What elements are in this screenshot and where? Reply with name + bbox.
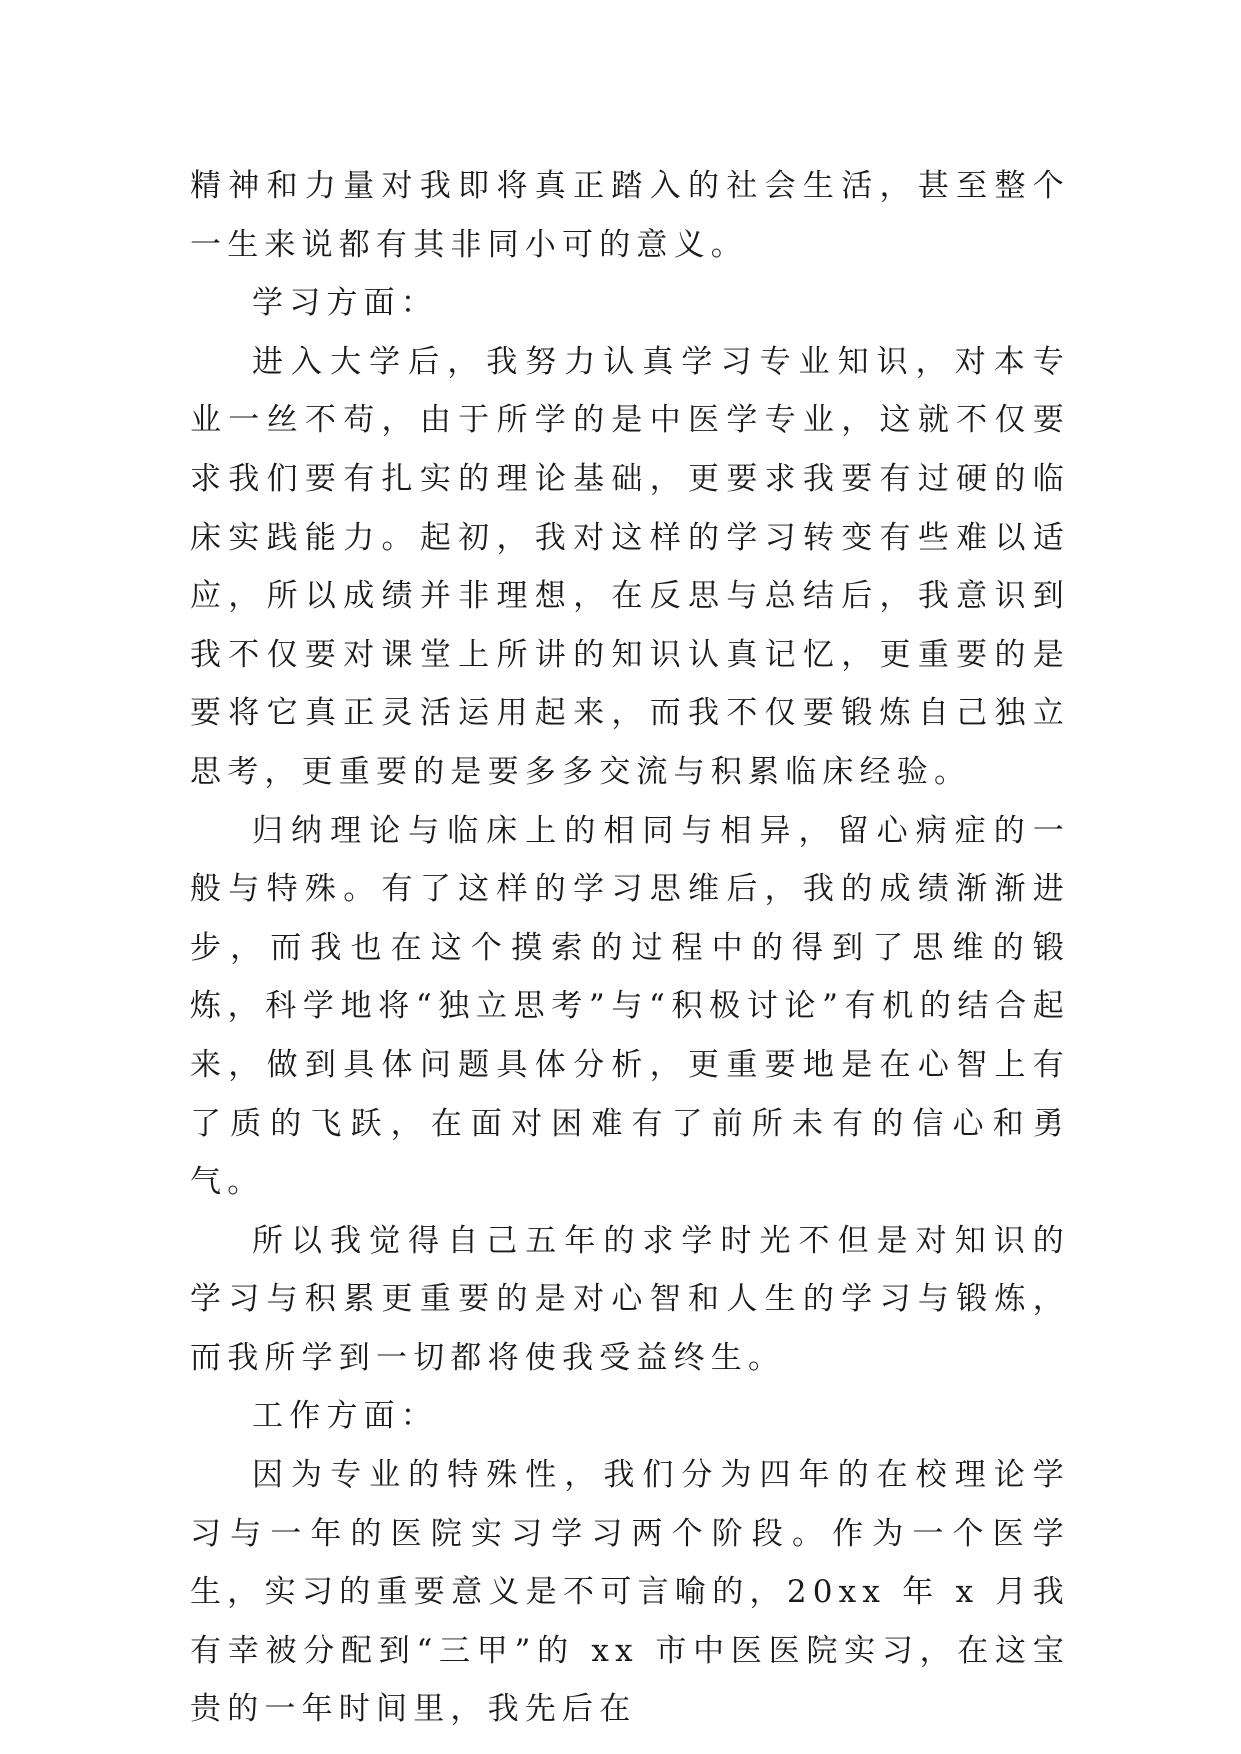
document-body [190,157,1070,1739]
section-heading-study: 学习方面： [252,285,438,322]
paragraph-study-method: 归纳理论与临床上的相同与相异，留心病症的一般与特殊。有了这样的学习思维后，我的成绩渐渐进步，而我也在这个摸索的过程中的得到了思维的锻炼，科学地将“独立思考”与“积极讨论”有机的结合起来，做到具体问题具体分析，更重要地是在心智上有了质的飞跃，在面对困难有了前所未有的信心和勇气。 [190,812,1070,1201]
paragraph-work-intro: 因为专业的特殊性，我们分为四年的在校理论学习与一年的医院实习学习两个阶段。作为一个医学生，实习的重要意义是不可言喻的，20xx 年 x 月我有幸被分配到“三甲”的 xx 市中医医院实习，在这宝贵的一年时间里，我先后在 [190,1457,1070,1728]
section-heading-work: 工作方面： [252,1398,438,1435]
paragraph-study-intro: 进入大学后，我努力认真学习专业知识，对本专业一丝不苟，由于所学的是中医学专业，这就不仅要求我们要有扎实的理论基础，更要求我要有过硬的临床实践能力。起初，我对这样的学习转变有些难以适应，所以成绩并非理想，在反思与总结后，我意识到我不仅要对课堂上所讲的知识认真记忆，更重要的是要将它真正灵活运用起来，而我不仅要锻炼自己独立思考，更重要的是要多多交流与积累临床经验。 [190,343,1070,790]
paragraph-study-summary: 所以我觉得自己五年的求学时光不但是对知识的学习与积累更重要的是对心智和人生的学习与锻炼，而我所学到一切都将使我受益终生。 [190,1222,1070,1376]
paragraph-continued: 精神和力量对我即将真正踏入的社会生活，甚至整个一生来说都有其非同小可的意义。 [190,168,1070,263]
